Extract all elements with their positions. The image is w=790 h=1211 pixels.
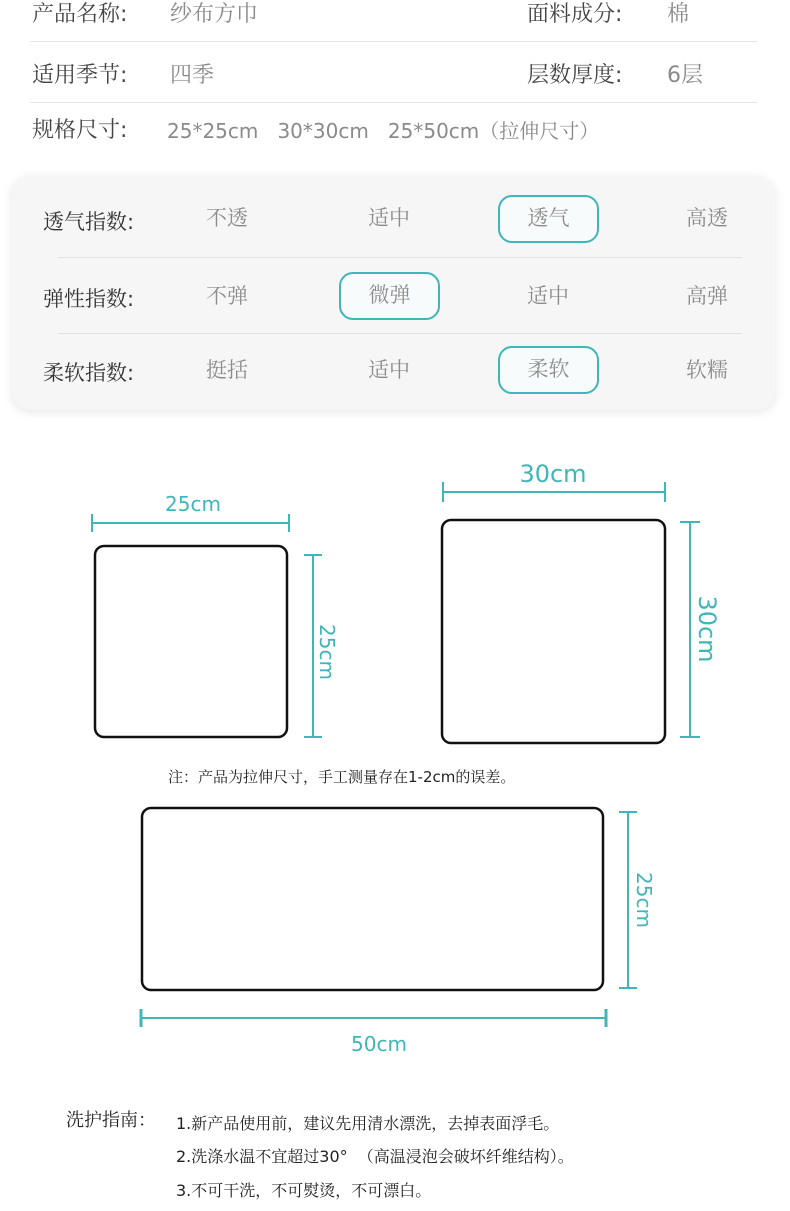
spec-label-season: 适用季节: (32, 63, 128, 88)
index-label-softness: 柔软指数: (43, 361, 135, 385)
index-option: 不透 (206, 206, 248, 230)
measurement-note: 注：产品为拉伸尺寸，手工测量存在1-2cm的误差。 (168, 768, 516, 786)
index-option: 适中 (527, 284, 569, 308)
width-label: 25cm (165, 492, 221, 516)
spec-value-size: 25*25cm 30*30cm 25*50cm（拉伸尺寸） (167, 119, 600, 143)
width-label: 50cm (351, 1032, 407, 1056)
towel-outline (142, 808, 603, 990)
divider (58, 257, 742, 258)
index-label-breathability: 透气指数: (43, 210, 135, 234)
index-option: 高透 (686, 206, 728, 230)
spec-label-size: 规格尺寸: (32, 118, 128, 143)
height-label: 30cm (693, 595, 721, 663)
index-option: 高弹 (686, 284, 728, 308)
size-diagram (0, 440, 790, 1070)
index-label-elasticity: 弹性指数: (43, 287, 135, 311)
care-line: 3.不可干洗，不可熨烫，不可漂白。 (176, 1181, 432, 1200)
spec-value-layers: 6层 (667, 63, 703, 88)
index-option-selected: 微弹 (339, 272, 440, 320)
index-option: 适中 (368, 206, 410, 230)
towel-outline (95, 546, 287, 737)
size-long (141, 808, 656, 1056)
care-line: 2.洗涤水温不宜超过30° （高温浸泡会破坏纤维结构）。 (176, 1147, 574, 1166)
care-line: 1.新产品使用前，建议先用清水漂洗，去掉表面浮毛。 (176, 1114, 560, 1133)
height-label: 25cm (632, 872, 656, 928)
spec-value-season: 四季 (170, 63, 215, 88)
index-card (12, 176, 775, 410)
size-small (92, 492, 339, 737)
index-option: 软糯 (686, 358, 728, 382)
index-option-selected: 柔软 (498, 346, 599, 394)
care-title: 洗护指南： (66, 1110, 156, 1131)
divider (58, 333, 742, 334)
index-option-selected: 透气 (498, 195, 599, 243)
size-medium (442, 460, 721, 743)
index-option: 不弹 (206, 284, 248, 308)
height-label: 25cm (315, 624, 339, 680)
towel-outline (442, 520, 665, 743)
spec-label-layers: 层数厚度: (527, 63, 623, 88)
index-option: 挺括 (206, 358, 248, 382)
divider (30, 102, 757, 103)
spec-value-name: 纱布方巾 (170, 2, 259, 27)
spec-value-fabric: 棉 (667, 2, 690, 27)
index-option: 适中 (368, 358, 410, 382)
spec-label-name: 产品名称: (32, 2, 128, 27)
spec-label-fabric: 面料成分: (527, 2, 623, 27)
divider (30, 41, 757, 42)
width-label: 30cm (519, 460, 587, 488)
